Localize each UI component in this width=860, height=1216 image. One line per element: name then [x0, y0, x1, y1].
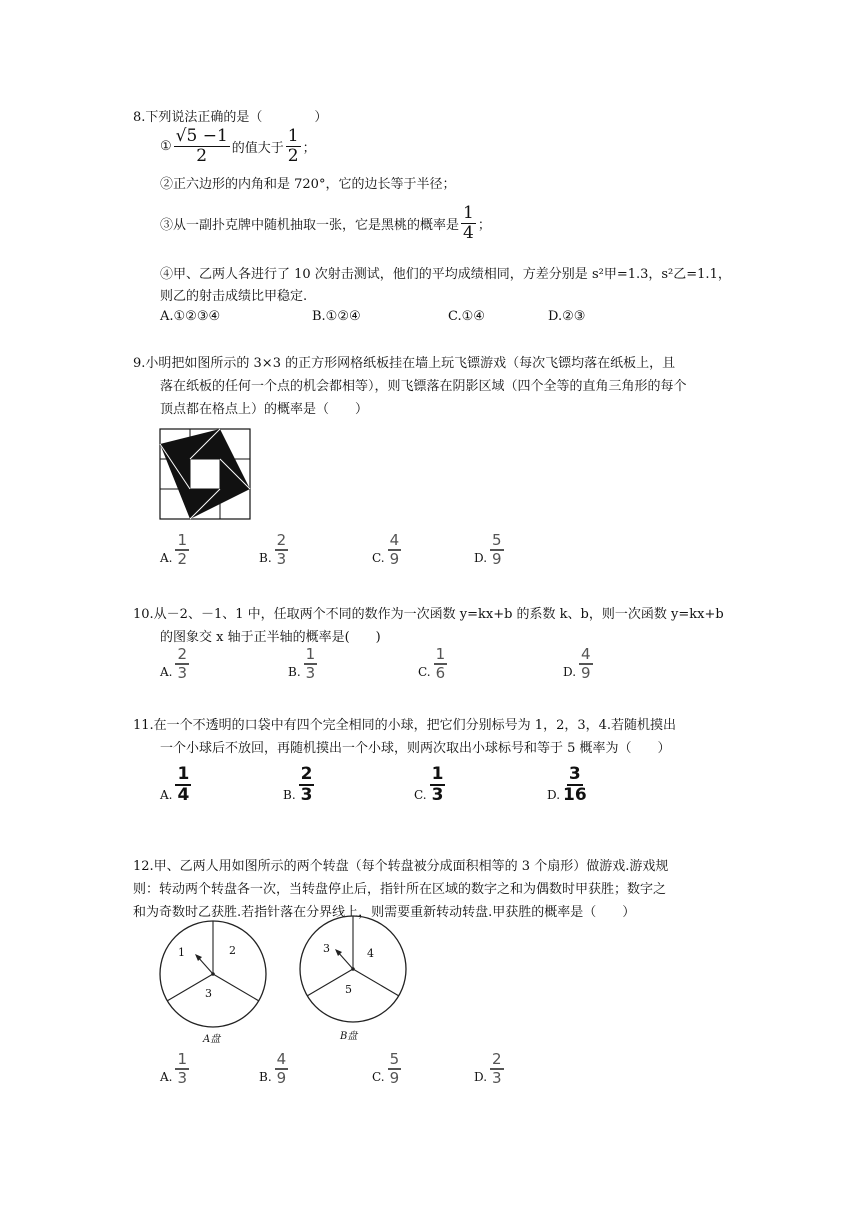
- q10-option-a-num: 2: [177, 645, 188, 663]
- q8-s1-suffix: ；: [302, 141, 316, 156]
- q9-option-b-label: B.: [259, 551, 272, 565]
- q11-option-c-num: 1: [431, 764, 444, 784]
- q10-option-b-num: 1: [305, 645, 316, 663]
- q11-option-c-den: 3: [431, 785, 444, 805]
- q9-option-d-num: 5: [492, 531, 502, 549]
- spinner-b-number-2: 4: [367, 947, 374, 960]
- q8-s1-fraction: [174, 128, 230, 165]
- spinner-b-figure: [297, 913, 409, 1025]
- q10-option-a-fraction: [175, 647, 189, 681]
- q12-option-b-num: 4: [276, 1050, 287, 1068]
- q8-statement-4-line1: ④甲、乙两人各进行了 10 次射击测试，他们的平均成绩相同，方差分别是 s²甲=1.3，s²乙=1.1，: [160, 267, 731, 282]
- q10-line2: 的图象交 x 轴于正半轴的概率是( ): [160, 630, 381, 645]
- q8-s3-fraction: [461, 205, 476, 242]
- q11-option-d-label: D.: [547, 788, 561, 802]
- q11-option-b: [283, 766, 316, 804]
- q12-option-c-fraction: [388, 1052, 402, 1086]
- spinner-a-number-1: 1: [178, 946, 185, 959]
- q9-option-b-num: 2: [276, 531, 287, 549]
- q11-line2: 一个小球后不放回，再随机摸出一个小球，则两次取出小球标号和等于 5 概率为（ ）: [160, 741, 671, 756]
- q12-option-c-label: C.: [372, 1070, 385, 1084]
- spinner-a-caption: A盘: [203, 1034, 221, 1045]
- spinner-a-figure: [157, 918, 269, 1030]
- q11-option-b-label: B.: [283, 788, 296, 802]
- q9-option-a: [160, 533, 191, 567]
- q9-option-a-label: A.: [160, 551, 173, 565]
- q10-option-c: [418, 647, 449, 681]
- q10-option-d-label: D.: [563, 665, 577, 679]
- q8-s1-middle: 的值大于: [231, 141, 284, 156]
- q12-option-b: [259, 1052, 290, 1086]
- q8-statement-1: [160, 128, 316, 165]
- q8-s1-frac-den: 2: [196, 146, 208, 166]
- q12-option-c-den: 9: [389, 1069, 400, 1087]
- q10-option-d-num: 4: [581, 645, 591, 663]
- q10-option-c-den: 6: [435, 664, 446, 682]
- q12-option-b-den: 9: [276, 1069, 287, 1087]
- q8-s1-fraction-2: [286, 128, 301, 165]
- q8-title: 8.下列说法正确的是（ ）: [133, 110, 328, 125]
- spinner-b-center: [351, 967, 355, 971]
- spinner-a-number-3: 3: [205, 987, 212, 1000]
- spinner-a-center: [211, 972, 215, 976]
- q11-option-b-num: 2: [300, 764, 313, 784]
- spinner-b-number-1: 3: [323, 942, 330, 955]
- q9-option-a-fraction: [175, 533, 189, 567]
- q8-s1-frac2-num: 1: [287, 126, 299, 146]
- spinner-b-number-3: 5: [345, 983, 352, 996]
- q12-option-d-fraction: [490, 1052, 504, 1086]
- q10-option-b-den: 3: [305, 664, 316, 682]
- q8-statement-3: [160, 205, 491, 242]
- q12-line3: 和为奇数时乙获胜.若指针落在分界线上，则需要重新转动转盘.甲获胜的概率是（ ）: [133, 905, 636, 920]
- q9-option-b: [259, 533, 290, 567]
- q9-option-b-fraction: [275, 533, 289, 567]
- q8-statement-4-line2: 则乙的射击成绩比甲稳定.: [160, 289, 308, 304]
- spinner-b-divider: [353, 969, 399, 996]
- q12-option-a-fraction: [175, 1052, 189, 1086]
- q11-option-a-den: 4: [177, 785, 190, 805]
- q10-option-a-den: 3: [177, 664, 188, 682]
- q10-option-d-den: 9: [581, 664, 591, 682]
- q8-option-a: A.①②③④: [160, 309, 221, 324]
- q12-option-a-num: 1: [177, 1050, 188, 1068]
- q12-option-d-label: D.: [474, 1070, 488, 1084]
- spinner-a-divider: [213, 974, 259, 1001]
- q9-line2: 落在纸板的任何一个点的机会都相等），则飞镖落在阴影区域（四个全等的直角三角形的每个: [160, 379, 687, 394]
- q11-option-c: [414, 766, 447, 804]
- shaded-triangles: [160, 429, 250, 519]
- q12-option-d-num: 2: [492, 1050, 502, 1068]
- q10-option-c-fraction: [434, 647, 448, 681]
- q9-option-d-fraction: [490, 533, 504, 567]
- q9-option-c: [372, 533, 403, 567]
- q12-option-c: [372, 1052, 403, 1086]
- q10-option-a-label: A.: [160, 665, 173, 679]
- q9-option-c-label: C.: [372, 551, 385, 565]
- q9-option-d-den: 9: [492, 550, 502, 568]
- q9-option-a-den: 2: [177, 550, 188, 568]
- q10-line1: 10.从－2、－1、1 中，任取两个不同的数作为一次函数 y=kx+b 的系数 k、b，则一次函数 y=kx+b: [133, 607, 724, 622]
- q11-option-c-fraction: [430, 766, 446, 804]
- grid-figure: [159, 428, 253, 522]
- q10-option-d: [563, 647, 595, 681]
- q11-option-a: [160, 766, 193, 804]
- q12-option-b-fraction: [275, 1052, 289, 1086]
- q12-option-d: [474, 1052, 506, 1086]
- q9-option-a-num: 1: [177, 531, 188, 549]
- q11-option-b-fraction: [299, 766, 315, 804]
- q9-option-b-den: 3: [276, 550, 287, 568]
- q8-statement-2: ②正六边形的内角和是 720°，它的边长等于半径；: [160, 177, 456, 192]
- q11-option-d-fraction: [563, 766, 587, 804]
- q9-option-c-num: 4: [389, 531, 400, 549]
- q11-option-c-label: C.: [414, 788, 427, 802]
- q9-option-d-label: D.: [474, 551, 488, 565]
- q9-option-c-den: 9: [389, 550, 400, 568]
- q11-option-a-label: A.: [160, 788, 173, 802]
- q10-option-c-num: 1: [435, 645, 446, 663]
- q8-option-d: D.②③: [548, 309, 586, 324]
- q10-option-c-label: C.: [418, 665, 431, 679]
- q11-option-d-num: 3: [568, 764, 581, 784]
- q11-option-d-den: 16: [563, 785, 587, 805]
- q12-option-a-den: 3: [177, 1069, 188, 1087]
- q12-option-b-label: B.: [259, 1070, 272, 1084]
- q9-option-d: [474, 533, 506, 567]
- q11-option-d: [547, 766, 589, 804]
- q10-option-b: [288, 647, 319, 681]
- q8-s1-prefix: ①: [160, 139, 172, 154]
- q10-option-b-fraction: [304, 647, 318, 681]
- q8-s3-frac-den: 4: [463, 223, 474, 243]
- q11-option-b-den: 3: [300, 785, 313, 805]
- q10-option-a: [160, 647, 191, 681]
- q12-option-c-num: 5: [389, 1050, 400, 1068]
- q9-line3: 顶点都在格点上）的概率是（ ）: [160, 402, 369, 417]
- q8-s1-frac-num: √5 −1: [175, 126, 228, 146]
- q12-option-a: [160, 1052, 191, 1086]
- q8-s3-text: ③从一副扑克牌中随机抽取一张，它是黑桃的概率是: [160, 218, 460, 233]
- q12-line1: 12.甲、乙两人用如图所示的两个转盘（每个转盘被分成面积相等的 3 个扇形）做游戏.游戏规: [133, 859, 669, 874]
- spinner-a-number-2: 2: [229, 944, 236, 957]
- q12-line2: 则：转动两个转盘各一次，当转盘停止后，指针所在区域的数字之和为偶数时甲获胜；数字之: [133, 882, 667, 897]
- q8-s3-suffix: ；: [477, 218, 491, 233]
- q8-option-b: B.①②④: [312, 309, 361, 324]
- q9-line1: 9.小明把如图所示的 3×3 的正方形网格纸板挂在墙上玩飞镖游戏（每次飞镖均落在纸板上，且: [133, 356, 676, 371]
- q11-option-a-fraction: [175, 766, 191, 804]
- q11-line1: 11.在一个不透明的口袋中有四个完全相同的小球，把它们分别标号为 1，2，3，4.若随机摸出: [133, 718, 677, 733]
- q8-s1-frac2-den: 2: [287, 146, 299, 166]
- q12-option-d-den: 3: [492, 1069, 502, 1087]
- q10-option-d-fraction: [579, 647, 593, 681]
- q12-option-a-label: A.: [160, 1070, 173, 1084]
- q8-option-c: C.①④: [448, 309, 485, 324]
- spinner-b-caption: B盘: [340, 1031, 358, 1042]
- q10-option-b-label: B.: [288, 665, 301, 679]
- q8-s3-frac-num: 1: [463, 203, 474, 223]
- q9-option-c-fraction: [388, 533, 402, 567]
- q11-option-a-num: 1: [177, 764, 190, 784]
